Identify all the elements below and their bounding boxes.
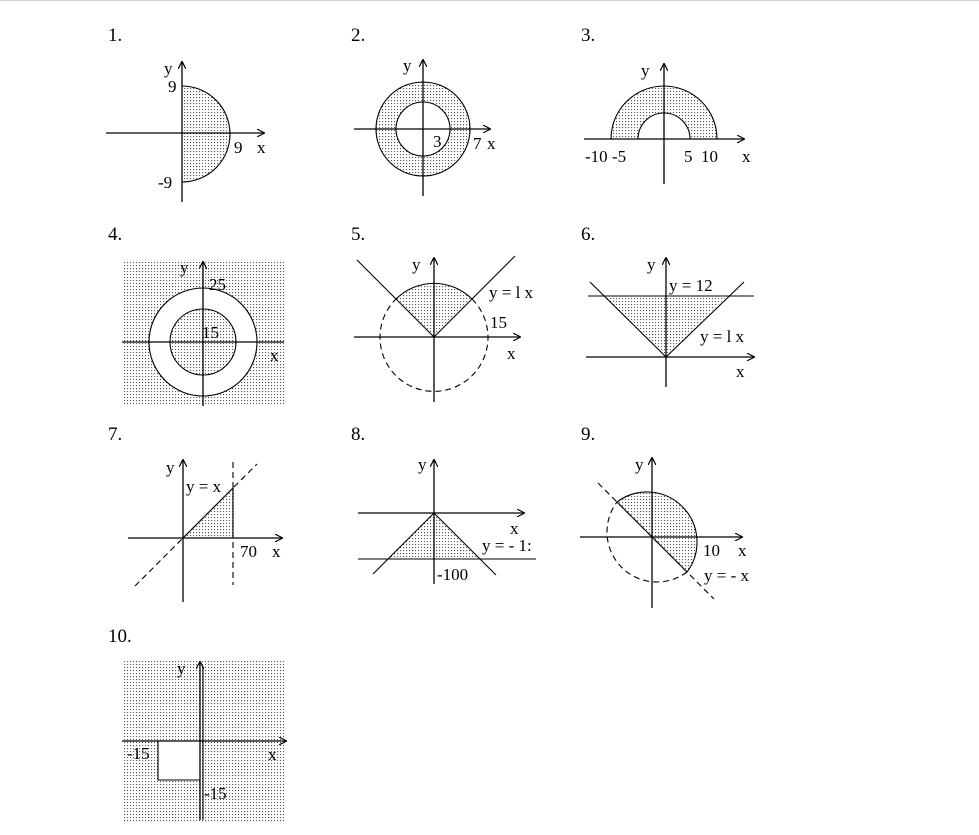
- label-tick-10: 10: [703, 541, 720, 560]
- problem-number: 3.: [581, 25, 596, 46]
- problem-8: [351, 424, 536, 584]
- x-axis-label: x: [270, 346, 279, 365]
- label-left-neg-15: -15: [127, 744, 150, 763]
- shaded-half-disk: [617, 492, 697, 572]
- x-axis-label: x: [738, 541, 747, 560]
- y-axis-label: y: [180, 258, 189, 277]
- y-axis-label: y: [641, 61, 650, 80]
- label-bottom-neg-15: -15: [204, 784, 227, 803]
- problem-4: [108, 224, 286, 406]
- problem-number: 2.: [351, 25, 366, 46]
- x-axis-label: x: [487, 134, 496, 153]
- y-axis-label: y: [166, 458, 175, 477]
- x-axis-label: x: [257, 138, 266, 157]
- label-top-9: 9: [168, 77, 177, 96]
- label-radius-15: 15: [490, 313, 507, 332]
- x-axis-label: x: [736, 362, 745, 381]
- label-bottom-neg-9: -9: [158, 173, 173, 192]
- label-inner-3: 3: [433, 132, 442, 151]
- label-inner-15: 15: [202, 323, 219, 342]
- line-equation: y = l x: [489, 283, 534, 302]
- problem-number: 9.: [581, 424, 596, 445]
- problem-3: [581, 25, 751, 184]
- y-axis-label: y: [412, 255, 421, 274]
- problem-number: 5.: [351, 224, 366, 245]
- y-axis-label: y: [418, 455, 427, 474]
- problem-5: [351, 224, 534, 402]
- line-equation: y = - 1:: [482, 536, 532, 555]
- y-axis-label: y: [635, 455, 644, 474]
- y-axis-label: y: [647, 255, 656, 274]
- y-axis-label: y: [403, 56, 412, 75]
- problem-number: 10.: [108, 626, 132, 647]
- y-axis-label: y: [164, 59, 173, 78]
- y-axis-label: y: [177, 659, 186, 678]
- problem-10: [108, 626, 286, 822]
- line-equation: y = l x: [700, 327, 745, 346]
- label-tick-neg-100: -100: [437, 565, 469, 584]
- problem-2: [351, 25, 496, 196]
- problem-6: [581, 224, 754, 387]
- line-equation: y = - x: [704, 566, 749, 585]
- label-right-9: 9: [234, 138, 243, 157]
- label-y-equals-12: y = 12: [669, 276, 713, 295]
- problem-9: [580, 424, 749, 608]
- label-outer-7: 7: [473, 134, 482, 153]
- tick-labels-left: -10 -5: [585, 147, 627, 166]
- line-equation: y = x: [186, 477, 222, 496]
- x-axis-label: x: [268, 745, 277, 764]
- tick-labels-right: 5 10: [684, 147, 718, 166]
- problem-number: 6.: [581, 224, 596, 245]
- problem-number: 7.: [108, 424, 123, 445]
- x-axis-label: x: [742, 147, 751, 166]
- x-axis-label: x: [510, 519, 519, 538]
- problem-7: [108, 424, 282, 602]
- problem-1: [106, 25, 266, 202]
- problem-number: 1.: [108, 25, 123, 46]
- shaded-half-disk: [182, 86, 230, 182]
- problem-number: 4.: [108, 224, 123, 245]
- x-axis-label: x: [507, 344, 516, 363]
- x-axis-label: x: [272, 542, 281, 561]
- label-tick-70: 70: [240, 542, 257, 561]
- problem-number: 8.: [351, 424, 366, 445]
- square-boundary: [158, 741, 200, 780]
- label-outer-25: 25: [209, 275, 226, 294]
